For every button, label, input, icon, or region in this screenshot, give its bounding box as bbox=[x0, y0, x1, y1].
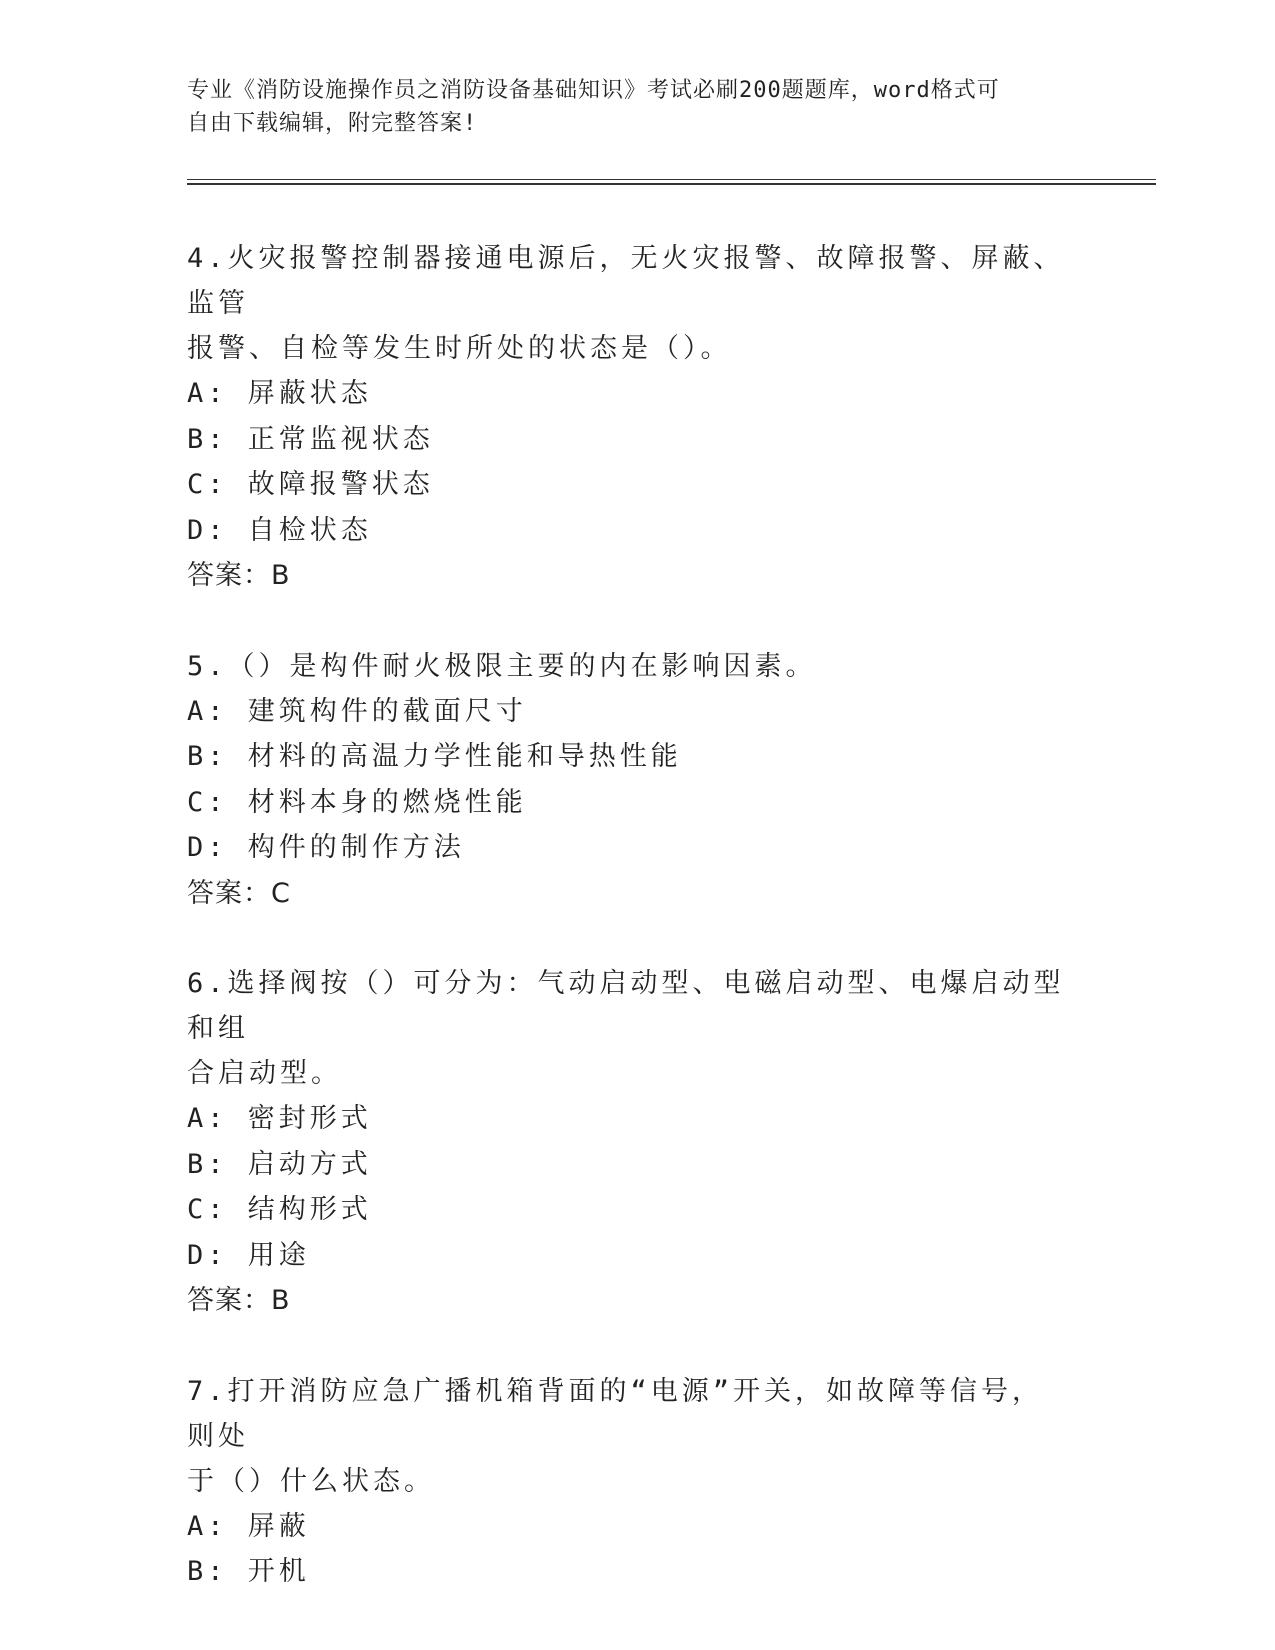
header-line-1: 专业《消防设施操作员之消防设备基础知识》考试必刷200题题库，word格式可 bbox=[187, 78, 1000, 103]
option-a: A: 建筑构件的截面尺寸 bbox=[187, 695, 527, 727]
option-a: A: 屏蔽状态 bbox=[187, 378, 372, 409]
option-a: A: 密封形式 bbox=[187, 1103, 372, 1134]
question-stem-line: 7.打开消防应急广播机箱背面的“电源”开关，如故障等信号，则处 bbox=[187, 1375, 1044, 1452]
question-stem bbox=[187, 1369, 1067, 1504]
question-4 bbox=[187, 236, 1067, 599]
option-b: B: 材料的高温力学性能和导热性能 bbox=[187, 741, 682, 772]
option-b: B: 正常监视状态 bbox=[187, 423, 434, 455]
header-line-2: 自由下载编辑，附完整答案! bbox=[187, 111, 478, 136]
header-divider-thin bbox=[187, 179, 1156, 180]
question-stem bbox=[187, 644, 1067, 689]
option-b: B: 启动方式 bbox=[187, 1148, 372, 1180]
question-stem bbox=[187, 236, 1067, 371]
question-7 bbox=[187, 1369, 1067, 1595]
question-stem-line: 4.火灾报警控制器接通电源后，无火灾报警、故障报警、屏蔽、监管 bbox=[187, 243, 1065, 319]
question-stem-line: 合启动型。 bbox=[187, 1058, 342, 1089]
question-stem-line: 于（）什么状态。 bbox=[187, 1465, 435, 1497]
question-stem-line: 5.（）是构件耐火极限主要的内在影响因素。 bbox=[187, 650, 817, 682]
header-divider-thick bbox=[187, 183, 1156, 185]
answer-label: 答案：C bbox=[187, 877, 291, 909]
option-c: C: 材料本身的燃烧性能 bbox=[187, 786, 527, 818]
answer-label: 答案：B bbox=[187, 1285, 291, 1316]
option-d: D: 用途 bbox=[187, 1239, 310, 1271]
document-header bbox=[187, 74, 1067, 140]
question-stem-line: 报警、自检等发生时所处的状态是（）。 bbox=[187, 333, 732, 364]
option-a: A: 屏蔽 bbox=[187, 1510, 310, 1542]
option-b: B: 开机 bbox=[187, 1556, 310, 1587]
question-stem-line: 6.选择阀按（）可分为：气动启动型、电磁启动型、电爆启动型和组 bbox=[187, 968, 1065, 1044]
option-d: D: 自检状态 bbox=[187, 514, 372, 546]
option-c: C: 结构形式 bbox=[187, 1194, 372, 1225]
question-list bbox=[187, 236, 1067, 1640]
question-6 bbox=[187, 961, 1067, 1324]
option-d: D: 构件的制作方法 bbox=[187, 832, 465, 863]
question-stem bbox=[187, 961, 1067, 1096]
option-c: C: 故障报警状态 bbox=[187, 469, 434, 500]
question-5 bbox=[187, 644, 1067, 917]
answer-label: 答案：B bbox=[187, 560, 291, 591]
